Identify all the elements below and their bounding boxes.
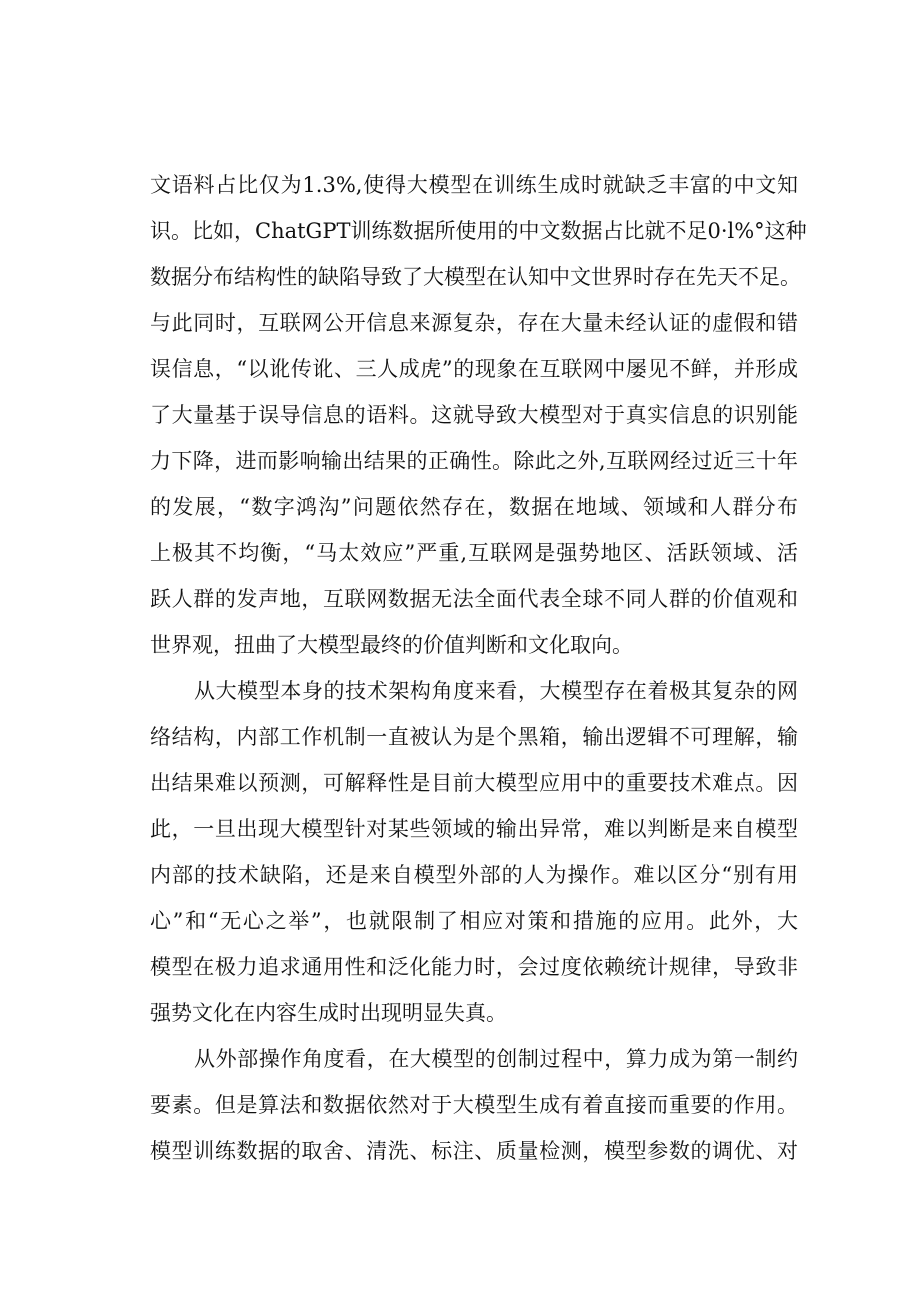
text-line: 跃人群的发声地，互联网数据无法全面代表全球不同人群的价值观和: [150, 587, 798, 611]
text-line: 文语料占比仅为1.3%,使得大模型在训练生成时就缺乏丰富的中文知: [150, 173, 798, 197]
text-line: 出结果难以预测，可解释性是目前大模型应用中的重要技术难点。因: [150, 771, 798, 795]
text-line: 从大模型本身的技术架构角度来看，大模型存在着极其复杂的网: [194, 679, 798, 703]
text-line: 与此同时，互联网公开信息来源复杂，存在大量未经认证的虚假和错: [150, 311, 798, 335]
text-line: 模型训练数据的取舍、清洗、标注、质量检测，模型参数的调优、对: [150, 1139, 798, 1163]
text-line: 上极其不均衡，“马太效应”严重,互联网是强势地区、活跃领域、活: [150, 541, 798, 565]
text-line: 心”和“无心之举”，也就限制了相应对策和措施的应用。此外，大: [150, 909, 798, 933]
text-line: 了大量基于误导信息的语料。这就导致大模型对于真实信息的识别能: [150, 403, 798, 427]
text-line: 内部的技术缺陷，还是来自模型外部的人为操作。难以区分“别有用: [150, 863, 798, 887]
text-line: 模型在极力追求通用性和泛化能力时，会过度依赖统计规律，导致非: [150, 955, 798, 979]
text-line: 强势文化在内容生成时出现明显失真。: [150, 1001, 507, 1025]
text-line: 识。比如，ChatGPT训练数据所使用的中文数据占比就不足0·l%°这种: [150, 219, 807, 243]
paragraph-3: [150, 1036, 798, 1174]
document-body: [150, 162, 807, 1174]
text-line: 络结构，内部工作机制一直被认为是个黑箱，输出逻辑不可理解，输: [150, 725, 798, 749]
text-line: 要素。但是算法和数据依然对于大模型生成有着直接而重要的作用。: [150, 1093, 798, 1117]
paragraph-2: [150, 668, 798, 1036]
text-line: 的发展，“数字鸿沟”问题依然存在，数据在地域、领域和人群分布: [150, 495, 798, 519]
text-line: 误信息，“以讹传讹、三人成虎”的现象在互联网中屡见不鲜，并形成: [150, 357, 798, 381]
text-line: 数据分布结构性的缺陷导致了大模型在认知中文世界时存在先天不足。: [150, 265, 801, 289]
text-line: 世界观，扭曲了大模型最终的价值判断和文化取向。: [150, 633, 633, 657]
paragraph-1: [150, 162, 807, 668]
text-line: 力下降，进而影响输出结果的正确性。除此之外,互联网经过近三十年: [150, 449, 798, 473]
text-line: 此，一旦出现大模型针对某些领域的输出异常，难以判断是来自模型: [150, 817, 798, 841]
text-line: 从外部操作角度看，在大模型的创制过程中，算力成为第一制约: [194, 1047, 798, 1071]
